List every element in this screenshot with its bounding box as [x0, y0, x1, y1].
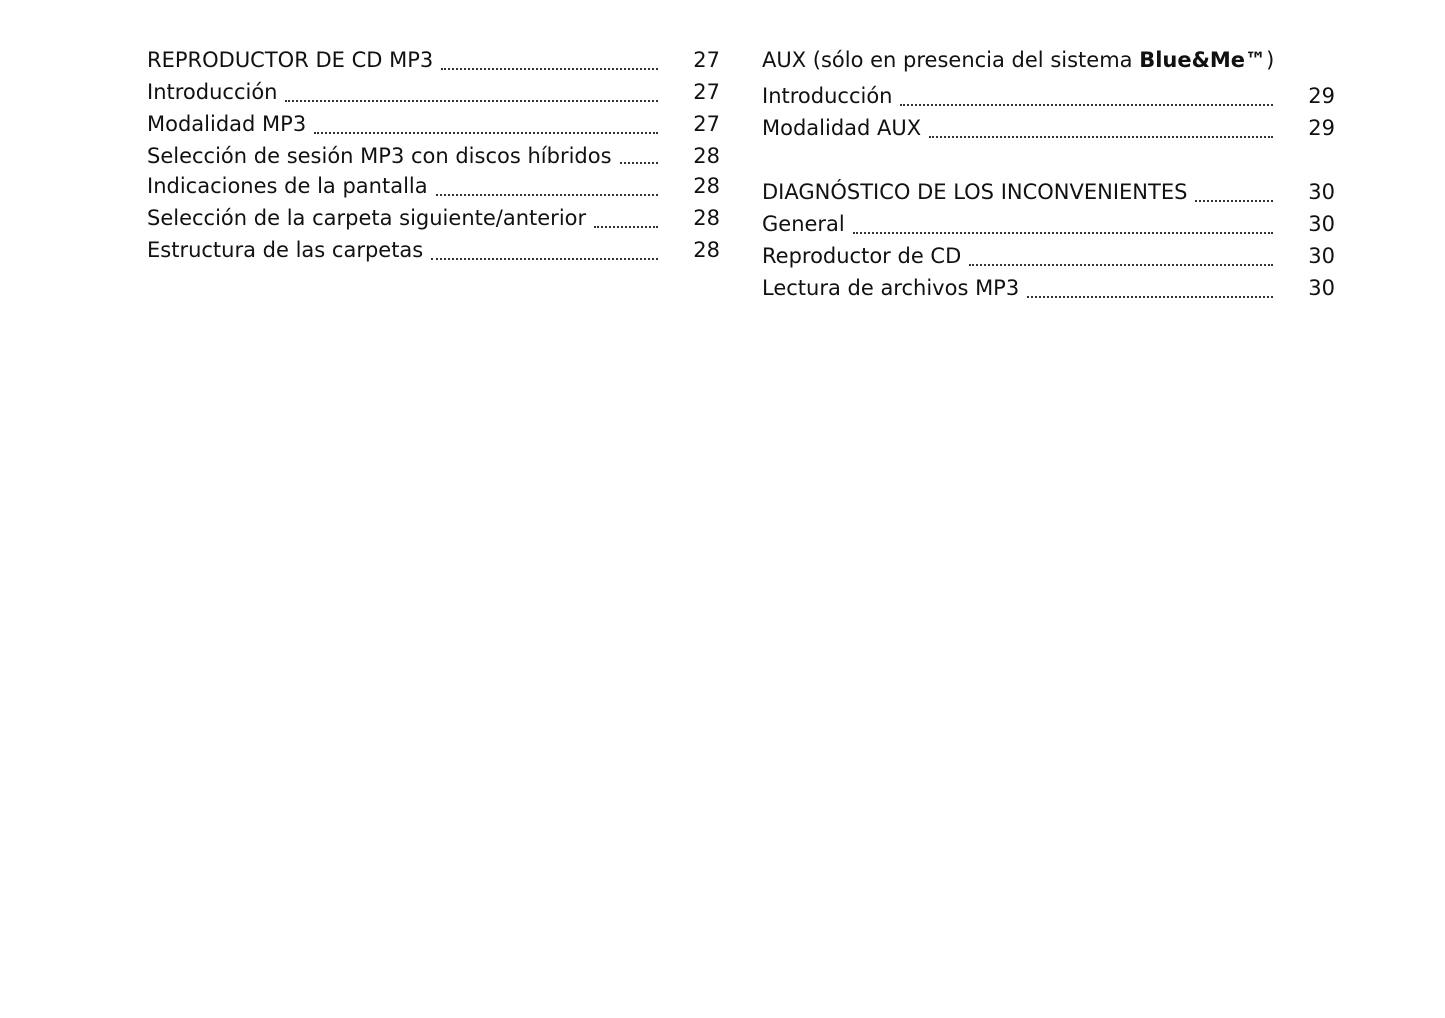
toc-left-column [147, 44, 720, 266]
toc-entry-introduccion[interactable] [147, 76, 720, 108]
dot-leader [853, 232, 1273, 234]
toc-entry-page: 29 [1308, 116, 1335, 140]
toc-entry-label: Introducción [147, 80, 278, 104]
dot-leader [1195, 200, 1273, 202]
toc-entry-reproductor-cd-mp3[interactable] [147, 44, 720, 76]
toc-entry-diagnostico[interactable] [762, 176, 1335, 208]
toc-entry-page: 30 [1308, 244, 1335, 268]
toc-entry-seleccion-sesion[interactable] [147, 140, 720, 170]
toc-entry-reproductor-cd[interactable] [762, 240, 1335, 272]
toc-entry-label: DIAGNÓSTICO DE LOS INCONVENIENTES [762, 180, 1188, 204]
toc-entry-modalidad-aux[interactable] [762, 112, 1335, 144]
toc-entry-general[interactable] [762, 208, 1335, 240]
toc-entry-label: Estructura de las carpetas [147, 238, 424, 262]
toc-entry-label: Lectura de archivos MP3 [762, 276, 1020, 300]
dot-leader [900, 104, 1273, 106]
toc-entry-label: Selección de la carpeta siguiente/anterior [147, 206, 587, 230]
dot-leader [1027, 296, 1273, 298]
toc-entry-label: REPRODUCTOR DE CD MP3 [147, 48, 434, 72]
toc-entry-page: 28 [693, 206, 720, 230]
toc-entry-label: Modalidad MP3 [147, 112, 307, 136]
toc-entry-label: General [762, 212, 845, 236]
dot-leader [594, 226, 658, 228]
dot-leader [929, 136, 1273, 138]
toc-entry-label: Indicaciones de la pantalla [147, 174, 428, 198]
dot-leader [441, 68, 658, 70]
toc-entry-page: 30 [1308, 180, 1335, 204]
dot-leader [285, 100, 658, 102]
toc-entry-seleccion-carpeta[interactable] [147, 202, 720, 234]
toc-entry-label: Reproductor de CD [762, 244, 962, 268]
dot-leader [969, 264, 1273, 266]
toc-entry-page: 28 [693, 238, 720, 262]
toc-entry-indicaciones-pantalla[interactable] [147, 170, 720, 202]
toc-entry-page: 27 [693, 112, 720, 136]
dot-leader [314, 132, 658, 134]
toc-entry-page: 27 [693, 48, 720, 72]
toc-entry-page: 28 [693, 144, 720, 168]
dot-leader [436, 194, 658, 196]
toc-entry-page: 30 [1308, 212, 1335, 236]
dot-leader [431, 258, 658, 260]
dot-leader [620, 162, 658, 164]
blue-and-me-brand: Blue&Me™ [1139, 48, 1267, 72]
section-spacer [762, 144, 1335, 176]
toc-entry-label: Introducción [762, 84, 893, 108]
aux-heading-prefix: AUX (sólo en presencia del sistema [762, 48, 1140, 72]
toc-entry-label: Modalidad AUX [762, 116, 922, 140]
toc-entry-page: 27 [693, 80, 720, 104]
toc-entry-page: 30 [1308, 276, 1335, 300]
toc-entry-lectura-archivos-mp3[interactable] [762, 272, 1335, 304]
aux-section-heading [762, 44, 1335, 80]
toc-entry-page: 29 [1308, 84, 1335, 108]
toc-entry-aux-introduccion[interactable] [762, 80, 1335, 112]
toc-entry-modalidad-mp3[interactable] [147, 108, 720, 140]
toc-entry-estructura-carpetas[interactable] [147, 234, 720, 266]
toc-entry-page: 28 [693, 174, 720, 198]
aux-heading-suffix: ) [1266, 48, 1275, 72]
toc-right-column [762, 44, 1335, 304]
toc-entry-label: Selección de sesión MP3 con discos híbridos [147, 144, 612, 168]
